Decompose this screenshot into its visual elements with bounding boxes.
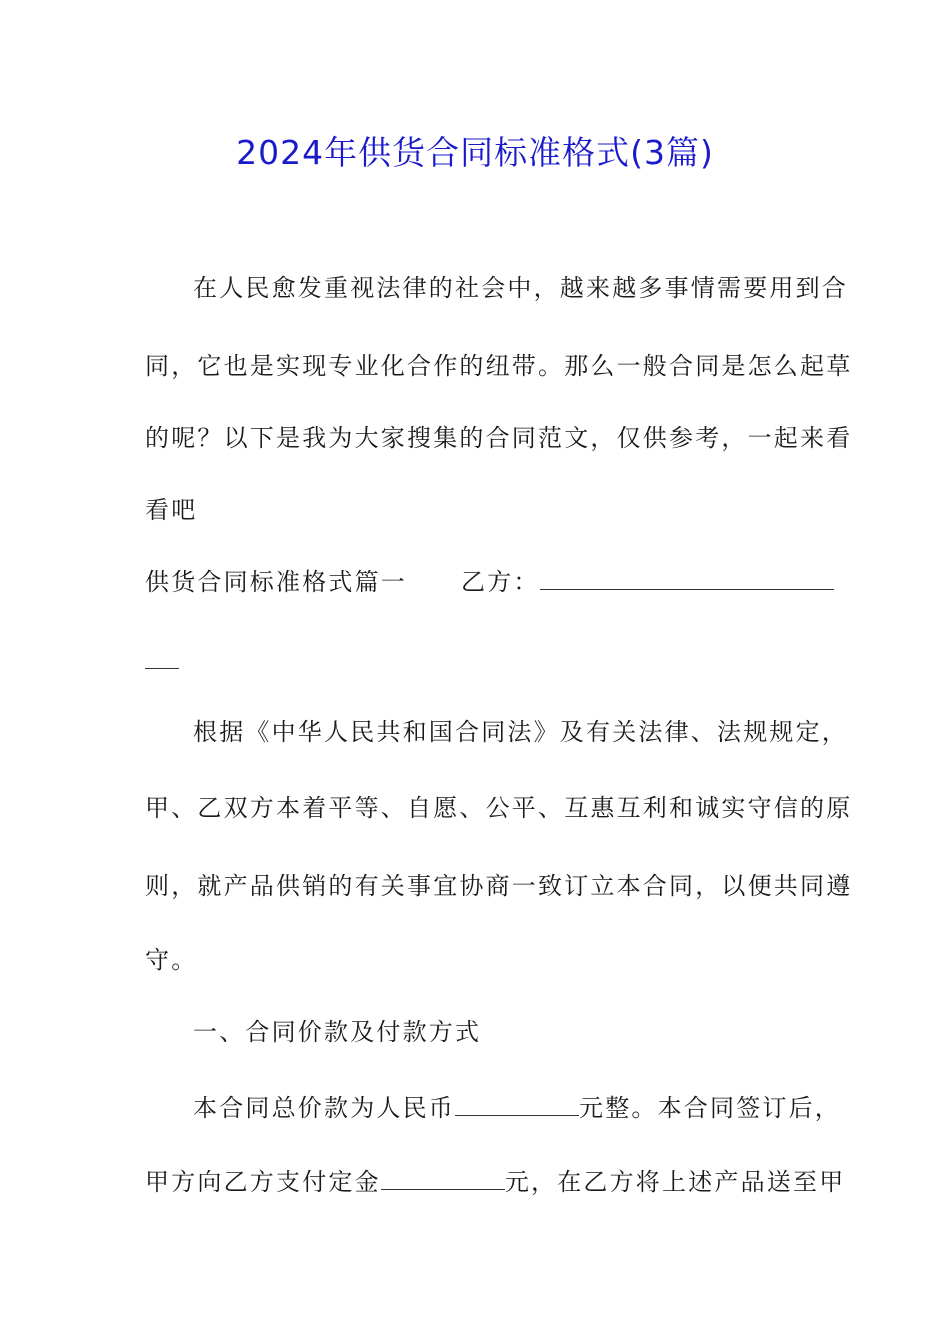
clause-1-line-1 — [145, 1088, 863, 1128]
party-b-blank-continued — [145, 668, 179, 669]
total-price-blank — [455, 1089, 579, 1116]
intro-line-2: 同，它也是实现专业化合作的纽带。那么一般合同是怎么起草 — [145, 352, 853, 380]
intro-line-1: 在人民愈发重视法律的社会中，越来越多事情需要用到合 — [193, 274, 848, 302]
clause-1-line-1-part-a: 本合同总价款为人民币 — [193, 1094, 455, 1122]
clause-1-line-2-part-b: 元，在乙方将上述产品送至甲 — [504, 1168, 846, 1196]
party-b-label: 乙方： — [461, 568, 540, 596]
document-title: 2024年供货合同标准格式(3篇) — [236, 133, 714, 172]
clause-1-line-2 — [145, 1162, 846, 1202]
clause-1-heading: 一、合同价款及付款方式 — [193, 1018, 482, 1046]
intro-line-4: 看吧 — [145, 496, 198, 524]
section-heading: 供货合同标准格式篇一 — [145, 568, 407, 596]
clause-1-line-2-part-a: 甲方向乙方支付定金 — [145, 1168, 381, 1196]
intro-line-3: 的呢？以下是我为大家搜集的合同范文，仅供参考，一起来看 — [145, 424, 853, 452]
basis-line-1: 根据《中华人民共和国合同法》及有关法律、法规规定， — [193, 718, 848, 746]
clause-1-line-1-part-b: 元整。本合同签订后， — [579, 1094, 841, 1122]
party-b-blank — [540, 563, 834, 590]
basis-line-4: 守。 — [145, 946, 198, 974]
basis-line-2: 甲、乙双方本着平等、自愿、公平、互惠互利和诚实守信的原 — [145, 794, 853, 822]
basis-line-3: 则，就产品供销的有关事宜协商一致订立本合同，以便共同遵 — [145, 872, 853, 900]
deposit-blank — [381, 1163, 505, 1190]
section-heading-row — [145, 562, 815, 602]
